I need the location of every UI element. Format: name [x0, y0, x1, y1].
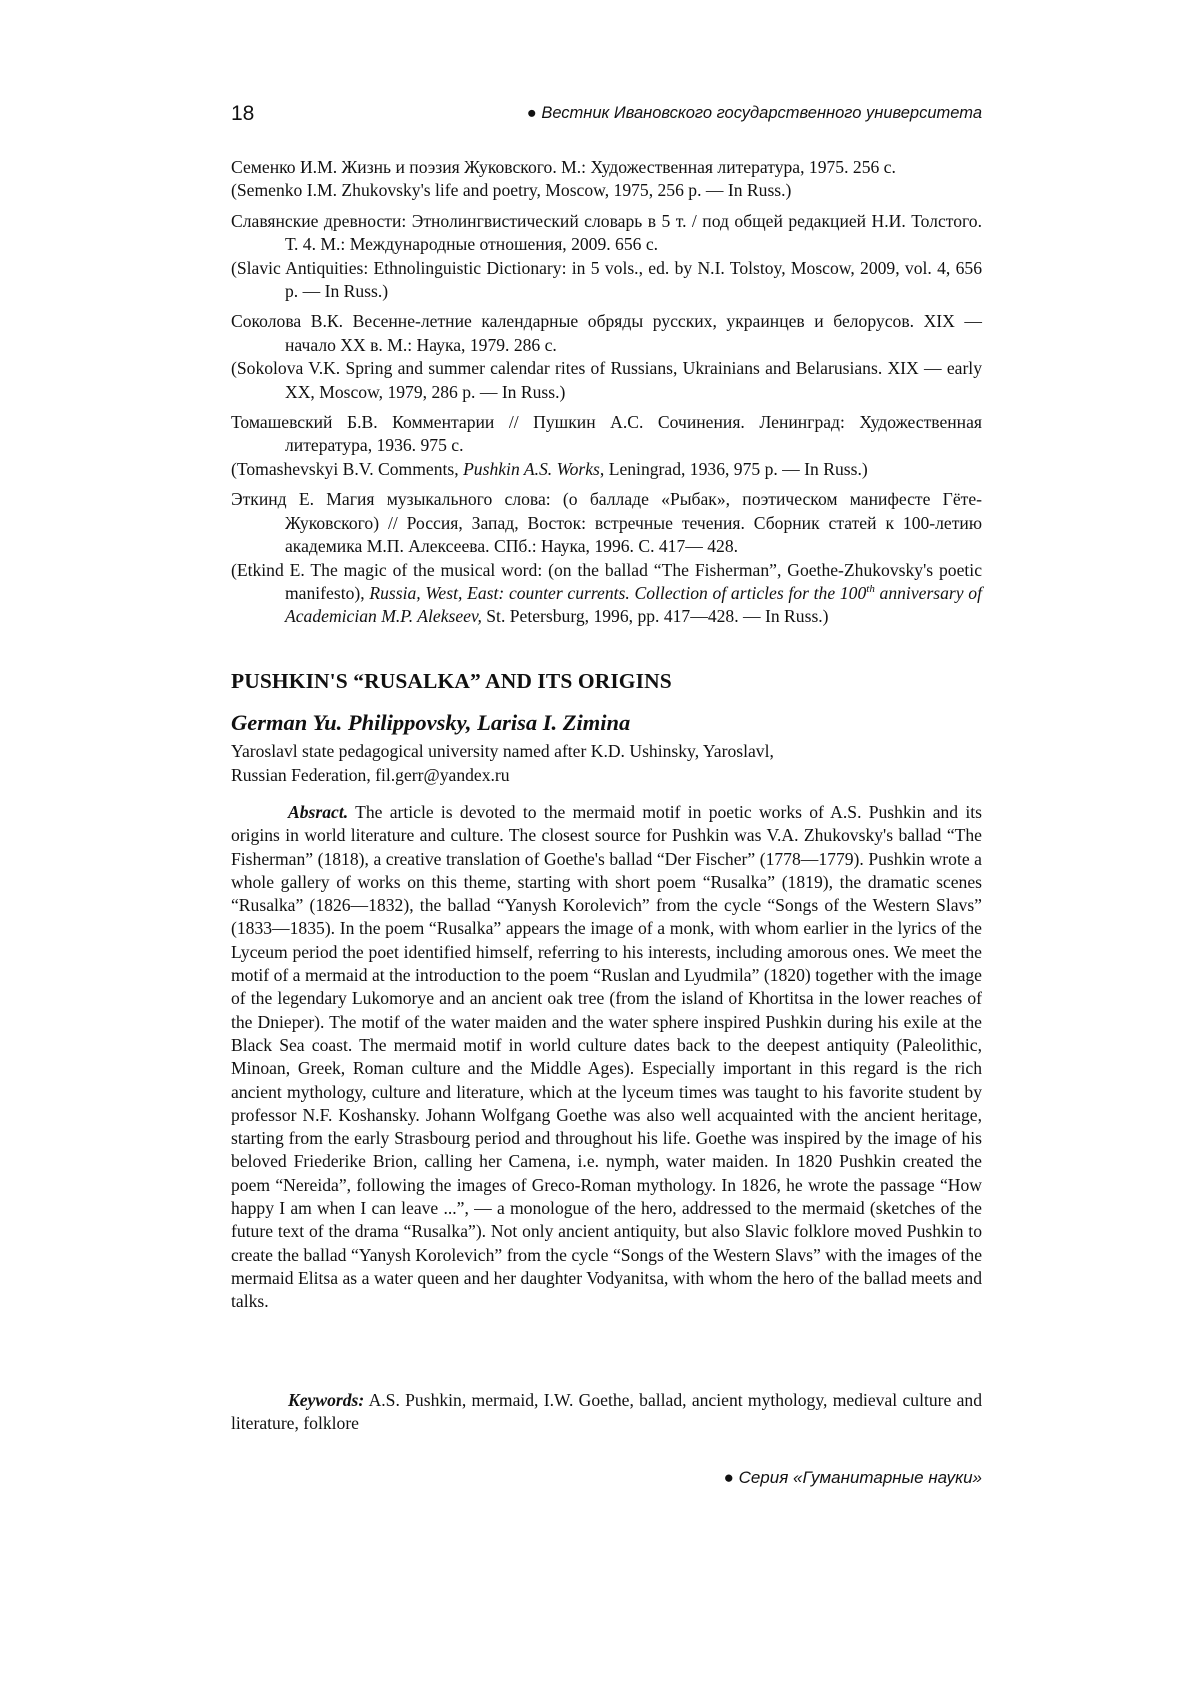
reference-list [231, 156, 982, 636]
reference-entry [231, 488, 982, 628]
article-authors: German Yu. Philippovsky, Larisa I. Zimina [231, 710, 630, 736]
reference-en: (Etkind E. The magic of the musical word: (on the ballad “The Fisherman”, Goethe-Zhukovsky's poetic manifesto), Russia, West, East: counter currents. Collection of articles for the 100th anniversary of Academician M.P. Alekseev, St. Petersburg, 1996, pp. 417—428. — In Russ.) [231, 559, 982, 629]
keywords-text: A.S. Pushkin, mermaid, I.W. Goethe, ballad, ancient mythology, medieval culture and literature, folklore [231, 1390, 982, 1433]
article-title: PUSHKIN'S “RUSALKA” AND ITS ORIGINS [231, 669, 672, 694]
reference-entry [231, 156, 982, 203]
bullet-icon: ● [724, 1468, 734, 1487]
reference-en: (Slavic Antiquities: Ethnolinguistic Dictionary: in 5 vols., ed. by N.I. Tolstoy, Moscow, 2009, vol. 4, 656 p. — In Russ.) [231, 257, 982, 304]
series-name: Серия «Гуманитарные науки» [739, 1468, 982, 1487]
author-affiliation [231, 740, 982, 787]
affiliation-email-line: Russian Federation, fil.gerr@yandex.ru [231, 764, 982, 788]
abstract-text: The article is devoted to the mermaid motif in poetic works of A.S. Pushkin and its origins in world literature and culture. The closest source for Pushkin was V.A. Zhukovsky's ballad “The Fisherman” (1818), a creative translation of Goethe's ballad “Der Fischer” (1778—1779). Pushkin wrote a whole gallery of works on this theme, starting with short poem “Rusalka” (1819), the dramatic scenes “Rusalka” (1826—1832), the ballad “Yanysh Korolevich” from the cycle “Songs of the Western Slavs” (1833—1835). In the poem “Rusalka” appears the image of a monk, with whom earlier in the lyrics of the Lyceum period the poet identified himself, referring to his interests, including amorous ones. We meet the motif of a mermaid at the introduction to the poem “Ruslan and Lyudmila” (1820) together with the image of the legendary Lukomorye and an ancient oak tree (from the island of Khortitsa in the lower reaches of the Dnieper). The motif of the water maiden and the water sphere inspired Pushkin during his exile at the Black Sea coast. The mermaid motif in world culture dates back to the deepest antiquity (Paleolithic, Minoan, Greek, Roman culture and the Middle Ages). Especially important in this regard is the rich ancient mythology, culture and literature, which at the lyceum times was taught to his favorite student by professor N.F. Koshansky. Johann Wolfgang Goethe was also well acquainted with the ancient heritage, starting from the early Strasbourg period and throughout his life. Goethe was inspired by the image of his beloved Friederike Brion, calling her Camena, i.e. nymph, water maiden. In 1820 Pushkin created the poem “Nereida”, following the images of Greco-Roman mythology. In 1826, he wrote the passage “How happy I am when I can leave ...”, — a monologue of the hero, addressed to the mermaid (sketches of the future text of the drama “Rusalka”). Not only ancient antiquity, but also Slavic folklore moved Pushkin to create the ballad “Yanysh Korolevich” from the cycle “Songs of the Western Slavs” with the images of the mermaid Elitsa as a water queen and her daughter Vodyanitsa, with whom the hero of the ballad meets and talks. [231, 802, 982, 1311]
keywords-label: Keywords: [288, 1390, 364, 1410]
abstract-label: Absract. [288, 802, 348, 822]
journal-title [527, 104, 982, 123]
reference-ru: Томашевский Б.В. Комментарии // Пушкин А.С. Сочинения. Ленинград: Художественная литература, 1936. 975 с. [231, 411, 982, 458]
bullet-icon: ● [527, 104, 537, 122]
reference-ru: Семенко И.М. Жизнь и поэзия Жуковского. М.: Художественная литература, 1975. 256 с. [231, 156, 982, 179]
reference-en: (Semenko I.M. Zhukovsky's life and poetry, Moscow, 1975, 256 p. — In Russ.) [231, 179, 982, 202]
reference-ru: Эткинд Е. Магия музыкального слова: (о балладе «Рыбак», поэтическом манифесте Гёте-Жуковского) // Россия, Запад, Восток: встречные течения. Сборник статей к 100-летию академика М.П. Алексеева. СПб.: Наука, 1996. С. 417— 428. [231, 488, 982, 558]
journal-name: Вестник Ивановского государственного университета [541, 104, 982, 122]
reference-entry [231, 411, 982, 481]
page-number: 18 [231, 102, 254, 126]
running-header [231, 102, 982, 128]
keywords-paragraph [231, 1389, 982, 1436]
reference-ru: Славянские древности: Этнолингвистический словарь в 5 т. / под общей редакцией Н.И. Толстого. Т. 4. М.: Международные отношения, 2009. 656 с. [231, 210, 982, 257]
reference-entry [231, 310, 982, 404]
reference-entry [231, 210, 982, 304]
reference-en: (Tomashevskyi B.V. Comments, Pushkin A.S. Works, Leningrad, 1936, 975 p. — In Russ.) [231, 458, 982, 481]
affiliation-line: Yaroslavl state pedagogical university named after K.D. Ushinsky, Yaroslavl, [231, 740, 982, 764]
running-footer [724, 1468, 982, 1488]
reference-ru: Соколова В.К. Весенне-летние календарные обряды русских, украинцев и белорусов. XIX — начало XX в. М.: Наука, 1979. 286 с. [231, 310, 982, 357]
abstract-paragraph [231, 801, 982, 1314]
reference-en: (Sokolova V.K. Spring and summer calendar rites of Russians, Ukrainians and Belarusians. XIX — early XX, Moscow, 1979, 286 p. — In Russ.) [231, 357, 982, 404]
